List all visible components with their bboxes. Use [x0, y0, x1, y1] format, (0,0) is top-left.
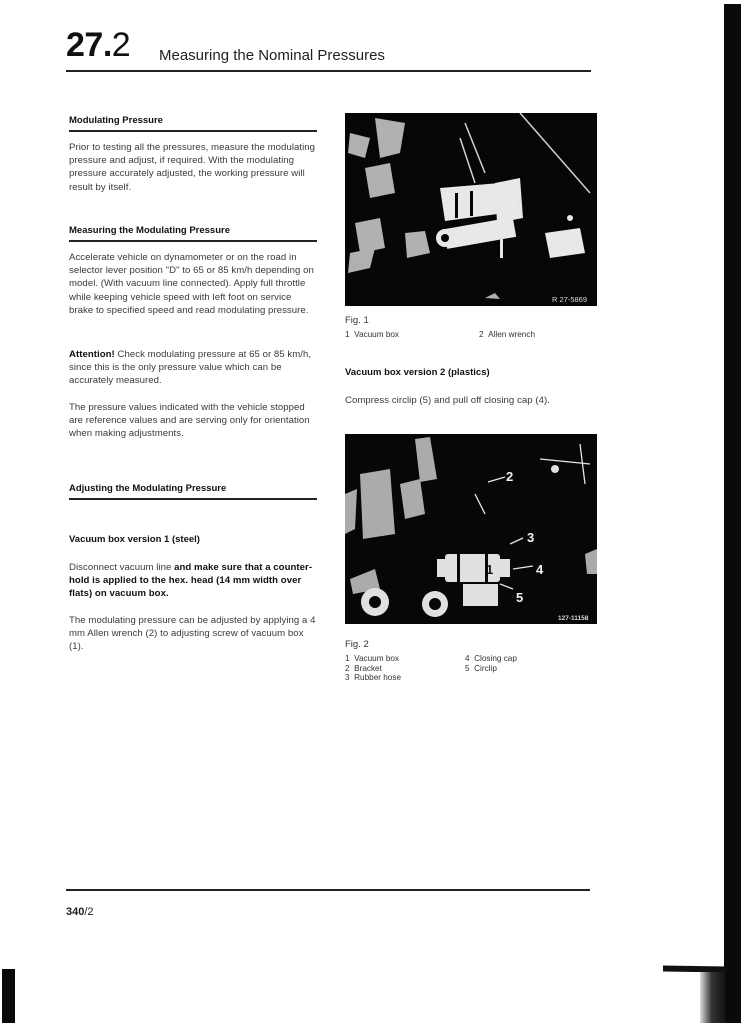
section-major: 27	[66, 26, 103, 64]
vacuum-box-photo-2	[345, 434, 597, 624]
heading-divider	[69, 498, 317, 500]
figure-2-legend-item	[465, 654, 517, 664]
figure-1-photo	[345, 113, 597, 306]
legend-text: Vacuum box	[354, 330, 400, 339]
heading-measuring: Measuring the Modulating Pressure	[69, 225, 230, 236]
figure-2-legend-item	[345, 654, 401, 664]
vacuum-box-photo-1	[345, 113, 597, 306]
photo-code: 127-11158	[558, 615, 589, 622]
figure-2-photo	[345, 434, 597, 624]
figure-1-legend-item	[479, 330, 535, 340]
paragraph-version-1-adjust: The modulating pressure can be adjusted by applying a 4 mm Allen wrench (2) to adjusting screw of vacuum box (1).	[69, 615, 316, 653]
page-number-suffix: /2	[84, 906, 94, 918]
figure-1-label: Fig. 1	[345, 315, 369, 326]
legend-text: Bracket	[354, 663, 382, 673]
legend-number: 2	[479, 330, 484, 339]
section-dot: .	[102, 26, 112, 64]
legend-number: 1	[345, 654, 350, 663]
callout-2: 2	[506, 469, 514, 484]
photo-code: R 27-5869	[552, 295, 588, 304]
page-number	[66, 906, 94, 918]
heading-version-2: Vacuum box version 2 (plastics)	[345, 367, 490, 378]
callout-1: 1	[486, 562, 494, 577]
figure-2-legend-right	[465, 654, 517, 673]
callout-4: 4	[536, 562, 544, 577]
paragraph-reference-note: The pressure values indicated with the vehicle stopped are reference values and are serving only for orientation when making adjustments.	[69, 402, 310, 440]
legend-text: Vacuum box	[354, 654, 400, 663]
legend-number: 3	[345, 673, 350, 683]
figure-2-legend-item	[345, 664, 401, 674]
heading-divider	[69, 130, 317, 132]
legend-text: Allen wrench	[488, 330, 535, 339]
binding-edge-shadow	[724, 4, 741, 1023]
section-minor: 2	[111, 26, 131, 64]
figure-2-legend-item	[465, 664, 517, 674]
figure-2-legend-item	[345, 673, 401, 683]
heading-divider	[69, 240, 317, 242]
paragraph-version-1-disconnect	[69, 561, 317, 601]
paragraph-measuring-procedure: Accelerate vehicle on dynamometer or on the road in selector lever position "D" to 65 or 85 km/h depending on model. (With vacuum line connected). Apply full throttle while keeping vehicle speed with left foot on service brake to specified speed and read modulating pressure.	[69, 252, 314, 316]
legend-text: Circlip	[474, 663, 497, 673]
section-number	[66, 28, 130, 62]
legend-number: 5	[465, 663, 470, 673]
left-edge-mark	[2, 969, 15, 1023]
legend-number: 1	[345, 330, 350, 339]
callout-2: 2	[510, 200, 517, 212]
attention-label: Attention!	[69, 349, 115, 360]
heading-adjusting: Adjusting the Modulating Pressure	[69, 483, 227, 494]
callout-3: 3	[527, 530, 535, 545]
page-edge-shadow	[700, 972, 726, 1023]
paragraph-version-2: Compress circlip (5) and pull off closing cap (4).	[345, 395, 550, 406]
callout-5: 5	[516, 590, 524, 605]
legend-text: Closing cap	[474, 654, 517, 663]
paragraph-attention	[69, 348, 317, 388]
version-1-bold-text: and make sure that a counter-hold is applied to the hex. head (14 mm width over flats) on vacuum box.	[69, 562, 313, 600]
footer-divider	[66, 889, 590, 891]
heading-modulating-pressure: Modulating Pressure	[69, 115, 163, 126]
heading-version-1: Vacuum box version 1 (steel)	[69, 534, 200, 545]
page-title: Measuring the Nominal Pressures	[159, 47, 385, 64]
attention-text: Check modulating pressure at 65 or 85 km/h, since this is the only pressure value which can be accurately measured.	[69, 349, 312, 387]
figure-2-legend-left	[345, 654, 401, 683]
legend-number: 2	[345, 663, 350, 673]
figure-1-legend-item	[345, 330, 399, 340]
legend-text: Rubber hose	[354, 673, 402, 683]
page-number-main: 340	[66, 906, 85, 918]
header-divider	[66, 70, 591, 72]
legend-number: 4	[465, 654, 470, 663]
version-1-plain-text: Disconnect vacuum line	[69, 562, 175, 573]
figure-2-label: Fig. 2	[345, 639, 369, 650]
paragraph-modulating-intro: Prior to testing all the pressures, measure the modulating pressure and adjust, if required. With the modulating pressure accurately adjusted, the working pressure will result by itself.	[69, 142, 316, 193]
